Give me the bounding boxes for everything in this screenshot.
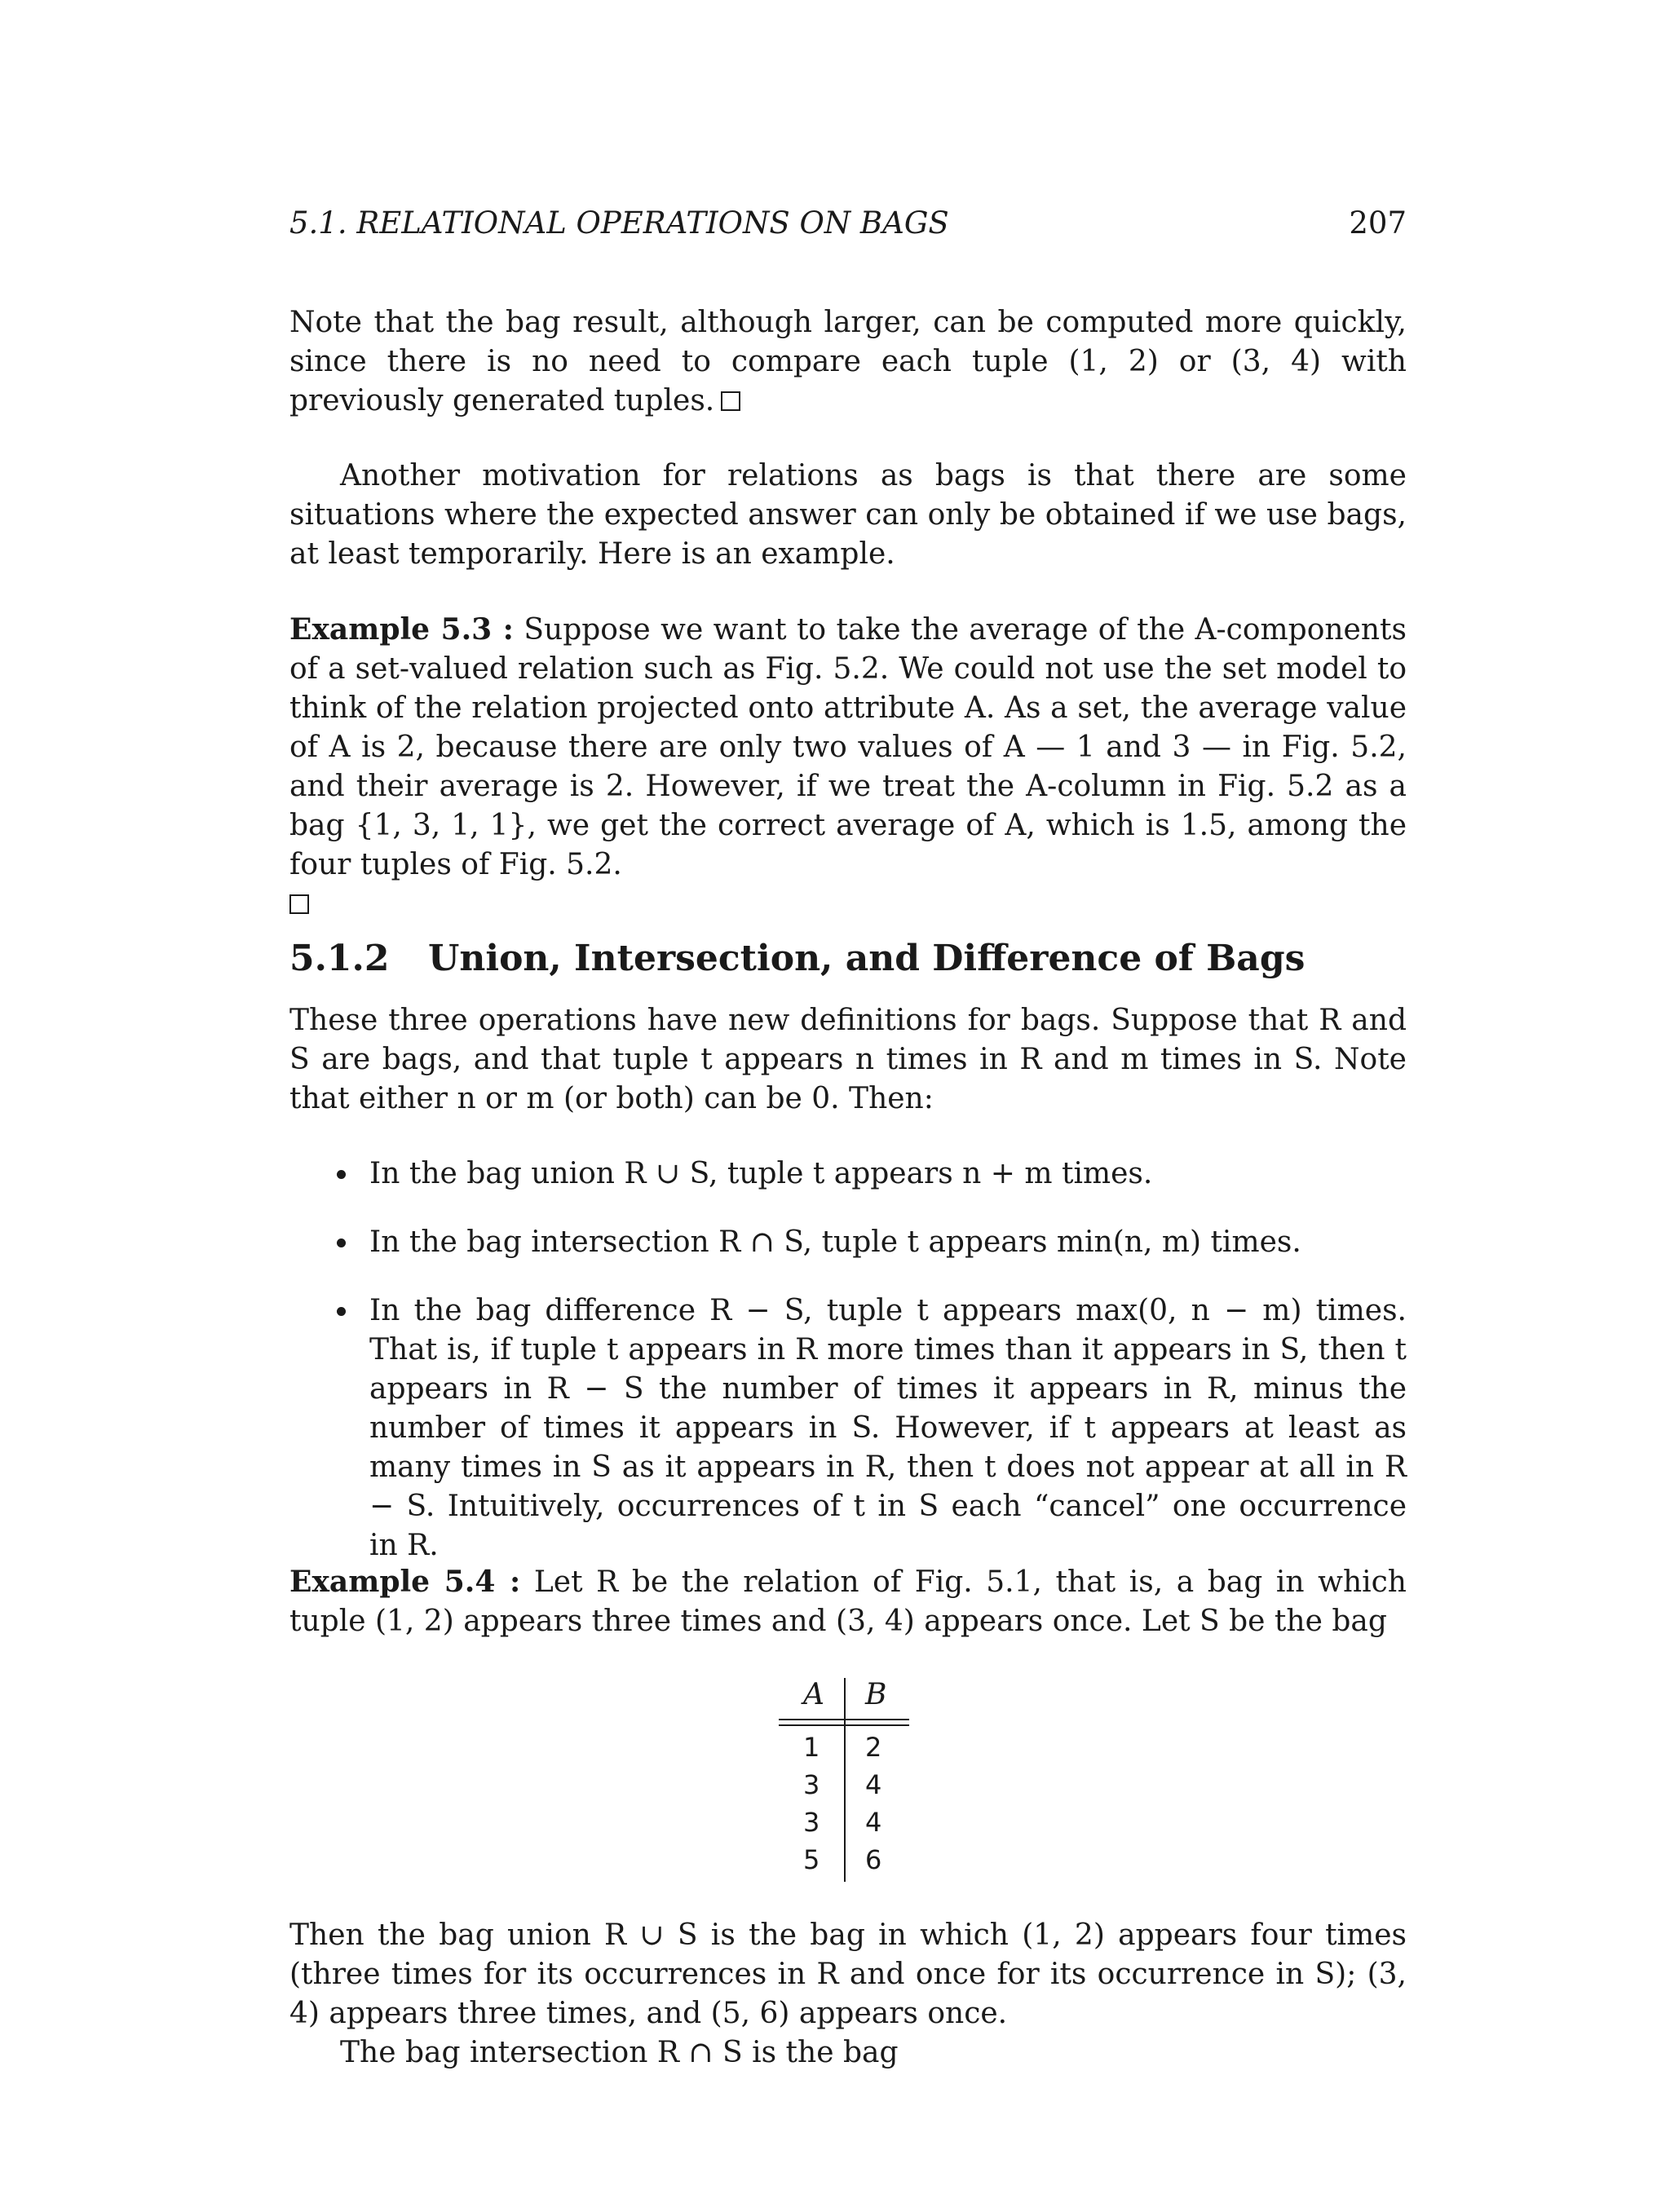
qed-square-icon — [289, 894, 309, 914]
bullet-intersection — [289, 1223, 1407, 1262]
table-cell: 4 — [865, 1807, 882, 1838]
bullet-union — [289, 1155, 1407, 1194]
bullet-text: In the bag intersection R ∩ S, tuple t appears min(n, m) times. — [369, 1225, 1301, 1259]
qed-square-icon — [721, 391, 740, 411]
bullet-text: In the bag difference R − S, tuple t appears max(0, n − m) times. That is, if tuple t appears in R more times than it appears in S, then t appears in R − S the number of times it appears in R, minus the number of times it appears in S. However, if t appears at least as many times in S as it appears in R, then t does not appear at all in R − S. Intuitively, occurrences of t in S each “cancel” one occurrence in R. — [369, 1294, 1407, 1562]
bullet-dot-icon — [337, 1170, 346, 1179]
table-cell: 4 — [865, 1769, 882, 1800]
section-heading — [289, 938, 1407, 979]
running-title: 5.1. RELATIONAL OPERATIONS ON BAGS — [289, 205, 949, 241]
example-5-3-label: Example 5.3 : — [289, 612, 514, 647]
relation-table — [779, 1678, 909, 1882]
table-cell: 1 — [803, 1732, 820, 1763]
section-title: Union, Intersection, and Difference of Bags — [428, 938, 1306, 979]
paragraph-2: Another motivation for relations as bags is that there are some situations where the expected answer can only be obtained if we use bags, at least temporarily. Here is an example. — [289, 459, 1407, 571]
bullet-dot-icon — [337, 1307, 346, 1316]
paragraph-5: The bag intersection R ∩ S is the bag — [340, 2036, 899, 2069]
column-header-a: A — [803, 1678, 824, 1711]
paragraph-1-text: Note that the bag result, although larger, can be computed more quickly, since there is no need to compare each tuple (1, 2) or (3, 4) with previously generated tuples. — [289, 306, 1407, 417]
running-header — [289, 205, 1407, 241]
table-cell: 5 — [803, 1844, 820, 1875]
example-5-3 — [289, 610, 1407, 924]
paragraph-3: These three operations have new definitions for bags. Suppose that R and S are bags, and that tuple t appears n times in R and m times in S. Note that either n or m (or both) can be 0. Then: — [289, 1004, 1407, 1115]
column-header-b: B — [865, 1678, 887, 1711]
example-5-4-label: Example 5.4 : — [289, 1565, 521, 1599]
paragraph-4: Then the bag union R ∪ S is the bag in which (1, 2) appears four times (three times for its occurrences in R and once for its occurrence in S); (3, 4) appears three times, and (5, 6) appears once. — [289, 1918, 1407, 2030]
bullet-text: In the bag union R ∪ S, tuple t appears n + m times. — [369, 1157, 1153, 1190]
column-divider — [844, 1678, 846, 1882]
bullet-difference — [289, 1291, 1407, 1565]
table-cell: 6 — [865, 1844, 882, 1875]
section-number: 5.1.2 — [289, 938, 390, 979]
header-rule-bottom — [779, 1724, 909, 1726]
example-5-4-text: Let R be the relation of Fig. 5.1, that is, a bag in which tuple (1, 2) appears three times and (3, 4) appears once. Let S be the bag — [289, 1565, 1407, 1638]
header-rule-top — [779, 1719, 909, 1720]
example-5-4 — [289, 1562, 1407, 1641]
bullet-dot-icon — [337, 1238, 346, 1247]
table-cell: 3 — [803, 1807, 820, 1838]
example-5-3-text: Suppose we want to take the average of the A-components of a set-valued relation such as Fig. 5.2. We could not use the set model to think of the relation projected onto attribute A. As a set, the average value of A is 2, because there are only two values of A — 1 and 3 — in Fig. 5.2, and their average is 2. However, if we treat the A-column in Fig. 5.2 as a bag {1, 3, 1, 1}, we get the correct average of A, which is 1.5, among the four tuples of Fig. 5.2. — [289, 613, 1407, 881]
table-cell: 3 — [803, 1769, 820, 1800]
table-cell: 2 — [865, 1732, 882, 1763]
paragraph-1 — [289, 303, 1407, 421]
page-number: 207 — [1349, 205, 1407, 241]
